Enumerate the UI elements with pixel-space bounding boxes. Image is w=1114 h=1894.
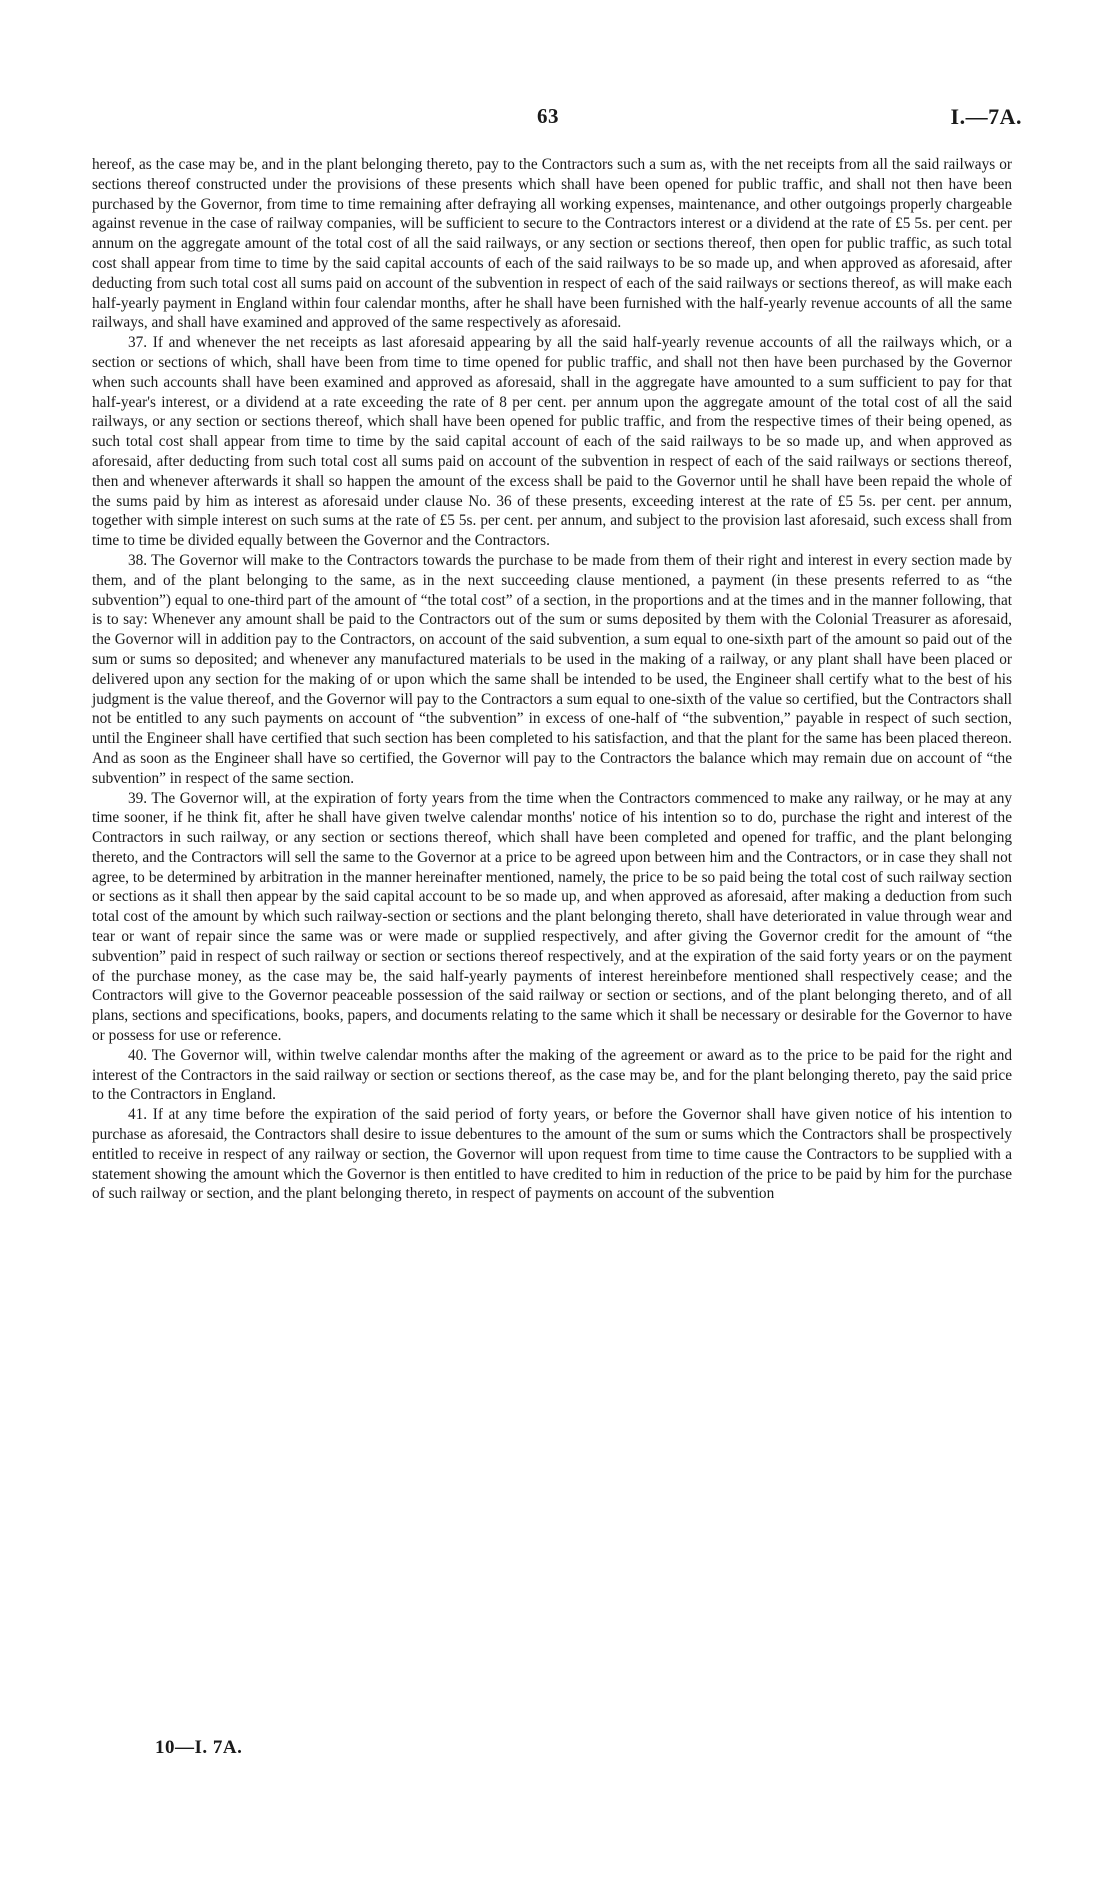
printer-signature: 10—I. 7A. bbox=[155, 1737, 243, 1758]
document-reference: I.—7A. bbox=[950, 104, 1022, 129]
clause-39: 39. The Governor will, at the expiration of forty years from the time when the Contractors commenced to make any railway, or he may at any time sooner, if he think fit, after he shall have given twelve calendar months' notice of his intention so to do, purchase the right and interest of the Contractors in such railway, or any section or sections thereof, which shall have been completed and opened for traffic, and the plant belonging thereto, and the Contractors will sell the same to the Governor at a price to be agreed upon between him and the Contractors, or in case they shall not agree, to be determined by arbitration in the manner hereinafter mentioned, namely, the price to be so paid being the total cost of such railway section or sections as it shall then appear by the said capital account to be so made up, and when approved as aforesaid, after making a deduction from such total cost of the amount by which such railway-section or sections and the plant belonging thereto, shall have deteriorated in value through wear and tear or want of repair since the same was or were made or supplied respectively, and after giving the Governor credit for the amount of “the subvention” paid in respect of such railway or section or sections thereof respectively, and at the expiration of the said forty years or on the payment of the purchase money, as the case may be, the said half-yearly payments of interest hereinbefore mentioned shall respectively cease; and the Contractors will give to the Governor peaceable possession of the said railway or section or sections, and of the plant belonging thereto, and of all plans, sections and specifications, books, papers, and documents relating to the same which it shall be necessary or desirable for the Governor to have or possess for use or reference. bbox=[92, 789, 1012, 1045]
body-text bbox=[92, 155, 1012, 1204]
page-number: 63 bbox=[537, 104, 559, 128]
clause-41: 41. If at any time before the expiration of the said period of forty years, or before the Governor shall have given notice of his intention to purchase as aforesaid, the Contractors shall desire to issue debentures to the amount of the sum or sums which the Contractors shall be prospectively entitled to receive in respect of any railway or section, the Governor will upon request from time to time cause the Contractors to be supplied with a statement showing the amount which the Governor is then entitled to have credited to him in reduction of the price to be paid by him for the purchase of such railway or section, and the plant belonging thereto, in respect of payments on account of the subvention bbox=[92, 1106, 1012, 1203]
continuation-paragraph: hereof, as the case may be, and in the plant belonging thereto, pay to the Contractors such a sum as, with the net receipts from all the said railways or sections thereof constructed under the provisions of these presents which shall have been opened for public traffic, and shall not then have been purchased by the Governor, from time to time remaining after defraying all working expenses, maintenance, and other outgoings properly chargeable against revenue in the case of railway companies, will be sufficient to secure to the Contractors interest or a dividend at the rate of £5 5s. per cent. per annum on the aggregate amount of the total cost of all the said railways, or any section or sections thereof, then open for public traffic, as such total cost shall appear from time to time by the said capital accounts of each of the said railways to be so made up, and when approved as aforesaid, after deducting from such total cost all sums paid on account of the subvention in respect of each of the said railways or sections thereof, as will make each half-yearly payment in England within four calendar months, after he shall have been furnished with the half-yearly revenue accounts of all the same railways, and shall have examined and approved of the same respectively as aforesaid. bbox=[92, 156, 1012, 332]
clause-40: 40. The Governor will, within twelve calendar months after the making of the agreement or award as to the price to be paid for the right and interest of the Contractors in the said railway or section or sections thereof, as the case may be, and for the plant belonging thereto, pay the said price to the Contractors in England. bbox=[92, 1046, 1012, 1104]
clause-38: 38. The Governor will make to the Contractors towards the purchase to be made from them of their right and interest in every section made by them, and of the plant belonging to the same, as in the next succeeding clause mentioned, a payment (in these presents referred to as “the subvention”) equal to one-third part of the amount of “the total cost” of a section, in the proportions and at the times and in the manner following, that is to say: Whenever any amount shall be paid to the Contractors out of the sum or sums deposited by them with the Colonial Treasurer as aforesaid, the Governor will in addition pay to the Contractors, on account of the said subvention, a sum equal to one-sixth part of the amount so paid out of the sum or sums so deposited; and whenever any manufactured materials to be used in the making of a railway, or any plant shall have been placed or delivered upon any section for the making of or upon which the same shall be intended to be used, the Engineer shall certify what to the best of his judgment is the value thereof, and the Governor will pay to the Contractors a sum equal to one-sixth of the value so certified, but the Contractors shall not be entitled to any such payments on account of “the subvention” in excess of one-half of “the subvention,” payable in respect of such section, until the Engineer shall have certified that such section has been completed to his satisfaction, and that the plant for the same has been placed thereon. And as soon as the Engineer shall have so certified, the Governor will pay to the Contractors the balance which may remain due on account of “the subvention” in respect of the same section. bbox=[92, 551, 1012, 787]
clause-37: 37. If and whenever the net receipts as last aforesaid appearing by all the said half-yearly revenue accounts of all the railways which, or a section or sections of which, shall have been from time to time opened for public traffic, and shall not then have been purchased by the Governor when such accounts shall have been examined and approved as aforesaid, shall in the aggregate have amounted to a sum sufficient to pay for that half-year's interest, or a dividend at a rate exceeding the rate of 8 per cent. per annum upon the aggregate amount of the total cost of all the said railways, or any section or sections thereof, which shall have been opened for public traffic, and from the respective times of their being opened, as such total cost shall appear from time to time by the said capital account of each of the said railways to be so made up, and when approved as aforesaid, after deducting from such total cost all sums paid on account of the subvention in respect of each of the said railways or sections thereof, then and whenever afterwards it shall so happen the amount of the excess shall be paid to the Governor until he shall have been repaid the whole of the sums paid by him as interest as aforesaid under clause No. 36 of these presents, exceeding interest at the rate of £5 5s. per cent. per annum, together with simple interest on such sums at the rate of £5 5s. per cent. per annum, and subject to the provision last aforesaid, such excess shall from time to time be divided equally between the Governor and the Contractors. bbox=[92, 334, 1012, 550]
